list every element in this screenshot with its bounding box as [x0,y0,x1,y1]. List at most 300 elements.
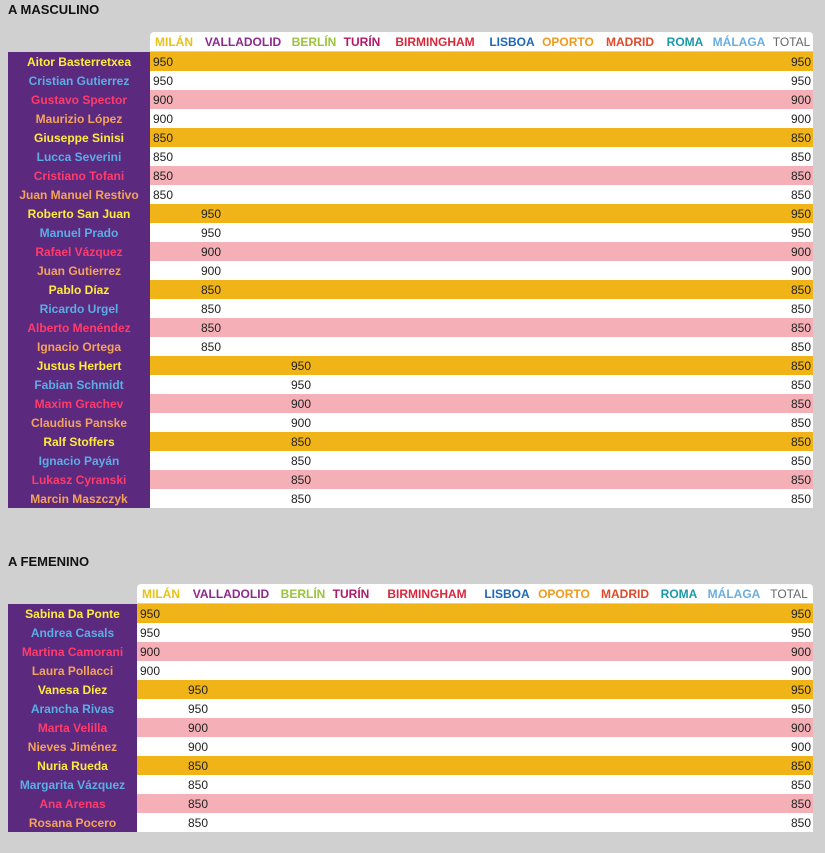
score-cell-milan [150,489,198,508]
table-row [8,261,813,280]
score-cell-oporto [538,299,598,318]
table-row [8,375,813,394]
score-cell-madrid [595,718,655,737]
score-cell-lisboa [481,737,533,756]
score-cell-roma [655,623,703,642]
column-header-birmingham: BIRMINGHAM [384,32,486,51]
score-cell-berlin [277,813,329,832]
score-cell-turin [340,299,384,318]
score-cell-birmingham [384,356,486,375]
total-cell: 850 [770,375,813,394]
score-cell-oporto [533,680,595,699]
score-cell-oporto [533,775,595,794]
column-header-valladolid: VALLADOLID [198,32,288,51]
score-cell-madrid [598,394,662,413]
score-cell-milan [150,223,198,242]
score-cell-madrid [598,223,662,242]
player-name: Lukasz Cyranski [8,470,150,489]
score-cell-oporto [533,718,595,737]
table-row [8,394,813,413]
score-cell-birmingham [384,299,486,318]
table-row [8,775,813,794]
score-cell-milan: 950 [137,604,185,623]
header-row [8,32,813,51]
column-header-lisboa: LISBOA [481,584,533,603]
score-cell-lisboa [486,109,538,128]
score-cell-berlin [288,147,340,166]
player-name: Sabina Da Ponte [8,604,137,623]
score-cell-roma [662,109,708,128]
player-name: Ignacio Ortega [8,337,150,356]
score-cell-berlin [277,718,329,737]
score-cell-turin [340,432,384,451]
score-cell-valladolid [185,642,277,661]
score-cell-berlin [277,737,329,756]
player-name: Martina Camorani [8,642,137,661]
total-cell: 950 [770,52,813,71]
score-cell-birmingham [384,432,486,451]
score-cell-berlin [288,299,340,318]
score-cell-berlin [288,261,340,280]
score-cell-turin [340,204,384,223]
score-cell-malaga [708,90,770,109]
total-cell: 850 [770,337,813,356]
score-cell-roma [662,52,708,71]
score-cell-birmingham [384,147,486,166]
table-row [8,718,813,737]
score-cell-roma [655,718,703,737]
score-cell-valladolid [198,185,288,204]
score-cell-madrid [598,185,662,204]
score-cell-malaga [703,794,765,813]
score-cell-roma [662,489,708,508]
score-cell-milan [150,280,198,299]
total-cell: 850 [770,489,813,508]
player-name: Nuria Rueda [8,756,137,775]
score-cell-lisboa [486,489,538,508]
score-cell-oporto [538,71,598,90]
score-cell-valladolid [198,356,288,375]
score-cell-roma [662,128,708,147]
score-cell-turin [340,242,384,261]
score-cell-malaga [708,147,770,166]
score-cell-valladolid: 850 [198,280,288,299]
score-cell-turin [340,337,384,356]
score-cell-roma [662,71,708,90]
score-cell-lisboa [486,413,538,432]
player-name: Rosana Pocero [8,813,137,832]
score-cell-roma [655,813,703,832]
score-cell-malaga [703,813,765,832]
player-name: Fabian Schmidt [8,375,150,394]
score-cell-lisboa [486,90,538,109]
total-cell: 900 [765,737,813,756]
player-name: Ana Arenas [8,794,137,813]
total-cell: 850 [770,318,813,337]
total-cell: 850 [770,299,813,318]
score-cell-roma [655,794,703,813]
total-cell: 850 [765,813,813,832]
score-cell-madrid [598,375,662,394]
score-cell-berlin: 900 [288,394,340,413]
score-cell-roma [655,699,703,718]
score-cell-birmingham [384,128,486,147]
score-cell-oporto [533,604,595,623]
score-cell-oporto [538,261,598,280]
score-cell-madrid [598,261,662,280]
total-cell: 850 [770,166,813,185]
score-cell-berlin [288,337,340,356]
score-cell-malaga [708,375,770,394]
score-cell-berlin [288,223,340,242]
table-row [8,356,813,375]
score-cell-oporto [538,432,598,451]
score-cell-roma [655,756,703,775]
player-name: Andrea Casals [8,623,137,642]
score-cell-birmingham [384,337,486,356]
column-header-milan: MILÁN [137,584,185,603]
score-cell-madrid [598,128,662,147]
score-cell-milan: 850 [150,185,198,204]
score-cell-madrid [598,52,662,71]
score-cell-roma [662,375,708,394]
score-cell-malaga [708,185,770,204]
score-cell-malaga [708,109,770,128]
score-cell-madrid [598,413,662,432]
score-cell-valladolid [198,147,288,166]
score-cell-birmingham [384,261,486,280]
score-cell-valladolid [198,489,288,508]
player-name: Juan Manuel Restivo [8,185,150,204]
player-name: Alberto Menéndez [8,318,150,337]
score-cell-oporto [538,204,598,223]
score-cell-madrid [598,489,662,508]
score-cell-valladolid [185,661,277,680]
total-cell: 850 [770,280,813,299]
table-row [8,642,813,661]
score-cell-birmingham [384,242,486,261]
score-cell-valladolid: 850 [185,794,277,813]
score-cell-milan [137,813,185,832]
score-cell-valladolid [198,451,288,470]
table-row [8,337,813,356]
score-cell-birmingham [384,90,486,109]
score-cell-milan [137,699,185,718]
score-cell-lisboa [481,680,533,699]
score-cell-malaga [708,242,770,261]
score-cell-lisboa [486,432,538,451]
score-cell-lisboa [486,470,538,489]
score-cell-valladolid: 950 [198,204,288,223]
score-cell-valladolid: 850 [185,756,277,775]
score-cell-birmingham [373,718,481,737]
score-cell-turin [340,71,384,90]
score-cell-berlin [288,128,340,147]
score-cell-lisboa [481,661,533,680]
header-row [8,584,813,603]
score-cell-oporto [538,280,598,299]
total-cell: 850 [770,470,813,489]
score-cell-oporto [538,489,598,508]
score-cell-lisboa [486,71,538,90]
score-cell-berlin [277,623,329,642]
score-cell-valladolid [198,470,288,489]
total-cell: 900 [765,718,813,737]
column-header-oporto: OPORTO [533,584,595,603]
total-cell: 900 [770,90,813,109]
score-cell-lisboa [481,794,533,813]
score-cell-milan: 900 [137,642,185,661]
score-cell-malaga [703,699,765,718]
score-cell-lisboa [486,204,538,223]
score-cell-malaga [708,413,770,432]
score-cell-roma [655,680,703,699]
score-cell-milan [137,794,185,813]
score-cell-oporto [538,394,598,413]
score-cell-berlin [277,642,329,661]
score-cell-lisboa [486,299,538,318]
score-cell-malaga [703,756,765,775]
score-cell-turin [329,756,373,775]
column-header-oporto: OPORTO [538,32,598,51]
score-cell-lisboa [481,699,533,718]
table-row [8,52,813,71]
table-row [8,318,813,337]
score-cell-turin [340,147,384,166]
score-cell-birmingham [373,661,481,680]
score-cell-valladolid [198,394,288,413]
column-header-milan: MILÁN [150,32,198,51]
score-cell-madrid [595,756,655,775]
score-cell-turin [340,128,384,147]
score-cell-oporto [538,52,598,71]
score-cell-berlin: 850 [288,489,340,508]
total-cell: 900 [770,242,813,261]
femenino-title: A FEMENINO [8,554,90,569]
table-row [8,756,813,775]
score-cell-birmingham [384,71,486,90]
score-cell-milan: 950 [150,71,198,90]
player-name: Cristian Gutierrez [8,71,150,90]
total-cell: 850 [770,128,813,147]
score-cell-lisboa [486,261,538,280]
column-header-birmingham: BIRMINGHAM [373,584,481,603]
score-cell-berlin [277,604,329,623]
score-cell-berlin [288,185,340,204]
score-cell-birmingham [384,470,486,489]
total-cell: 900 [770,261,813,280]
score-cell-roma [662,280,708,299]
table-row [8,489,813,508]
score-cell-roma [655,661,703,680]
score-cell-valladolid: 850 [185,813,277,832]
column-header-malaga: MÁLAGA [708,32,770,51]
score-cell-roma [662,185,708,204]
score-cell-lisboa [486,318,538,337]
score-cell-madrid [595,680,655,699]
score-cell-valladolid: 850 [198,318,288,337]
score-cell-valladolid [198,90,288,109]
score-cell-roma [662,147,708,166]
score-cell-madrid [598,451,662,470]
table-row [8,109,813,128]
score-cell-oporto [538,147,598,166]
score-cell-valladolid: 850 [198,337,288,356]
score-cell-valladolid: 950 [185,699,277,718]
score-cell-malaga [703,680,765,699]
score-cell-lisboa [481,756,533,775]
player-name: Justus Herbert [8,356,150,375]
score-cell-lisboa [481,604,533,623]
score-cell-malaga [708,166,770,185]
player-name: Ricardo Urgel [8,299,150,318]
score-cell-madrid [595,604,655,623]
score-cell-oporto [538,356,598,375]
score-cell-lisboa [486,394,538,413]
header-blank [8,32,150,51]
score-cell-madrid [598,356,662,375]
score-cell-malaga [708,489,770,508]
score-cell-milan: 850 [150,166,198,185]
table-row [8,470,813,489]
column-header-malaga: MÁLAGA [703,584,765,603]
score-cell-madrid [598,280,662,299]
score-cell-turin [340,451,384,470]
score-cell-malaga [708,204,770,223]
score-cell-turin [340,413,384,432]
total-cell: 850 [770,356,813,375]
score-cell-malaga [703,661,765,680]
score-cell-oporto [538,375,598,394]
total-cell: 850 [765,775,813,794]
score-cell-roma [655,775,703,794]
score-cell-turin [340,166,384,185]
score-cell-valladolid [198,432,288,451]
score-cell-madrid [598,432,662,451]
score-cell-lisboa [481,718,533,737]
score-cell-turin [340,90,384,109]
table-row [8,128,813,147]
score-cell-milan [150,394,198,413]
player-name: Ignacio Payán [8,451,150,470]
player-name: Manuel Prado [8,223,150,242]
score-cell-milan [137,737,185,756]
score-cell-turin [340,261,384,280]
table-row [8,223,813,242]
column-header-roma: ROMA [655,584,703,603]
table-row [8,242,813,261]
score-cell-malaga [708,337,770,356]
column-header-berlin: BERLÍN [277,584,329,603]
score-cell-valladolid: 900 [198,261,288,280]
total-cell: 850 [765,794,813,813]
score-cell-berlin: 950 [288,375,340,394]
column-header-madrid: MADRID [598,32,662,51]
score-cell-madrid [595,642,655,661]
player-name: Marta Velilla [8,718,137,737]
score-cell-turin [340,394,384,413]
total-cell: 950 [770,223,813,242]
score-cell-berlin [288,109,340,128]
score-cell-berlin [288,318,340,337]
femenino-ranking-table [8,584,813,832]
total-cell: 900 [765,642,813,661]
column-header-total: TOTAL [770,32,813,51]
column-header-roma: ROMA [662,32,708,51]
table-row [8,661,813,680]
player-name: Maxim Grachev [8,394,150,413]
table-row [8,71,813,90]
score-cell-birmingham [373,737,481,756]
player-name: Juan Gutierrez [8,261,150,280]
table-row [8,185,813,204]
score-cell-milan [150,242,198,261]
score-cell-birmingham [373,813,481,832]
score-cell-lisboa [486,451,538,470]
score-cell-madrid [595,737,655,756]
score-cell-berlin [288,52,340,71]
score-cell-milan: 950 [137,623,185,642]
score-cell-malaga [708,451,770,470]
score-cell-madrid [598,147,662,166]
score-cell-birmingham [384,318,486,337]
score-cell-milan [150,413,198,432]
score-cell-madrid [598,242,662,261]
score-cell-valladolid [198,413,288,432]
score-cell-oporto [533,661,595,680]
score-cell-malaga [703,604,765,623]
score-cell-milan [150,318,198,337]
score-cell-malaga [708,356,770,375]
score-cell-roma [655,604,703,623]
score-cell-madrid [598,204,662,223]
total-cell: 850 [770,432,813,451]
score-cell-birmingham [384,280,486,299]
masculino-title: A MASCULINO [8,2,100,17]
score-cell-lisboa [486,337,538,356]
score-cell-roma [662,223,708,242]
total-cell: 900 [770,109,813,128]
score-cell-malaga [703,718,765,737]
table-row [8,299,813,318]
score-cell-oporto [538,90,598,109]
score-cell-turin [340,470,384,489]
player-name: Marcin Maszczyk [8,489,150,508]
score-cell-birmingham [384,451,486,470]
score-cell-berlin: 850 [288,451,340,470]
score-cell-madrid [598,109,662,128]
score-cell-turin [340,489,384,508]
score-cell-birmingham [373,604,481,623]
score-cell-milan [150,470,198,489]
score-cell-oporto [538,451,598,470]
score-cell-turin [340,375,384,394]
score-cell-roma [662,261,708,280]
total-cell: 950 [770,204,813,223]
score-cell-turin [329,794,373,813]
table-row [8,280,813,299]
score-cell-turin [329,737,373,756]
score-cell-valladolid [185,623,277,642]
score-cell-oporto [538,128,598,147]
score-cell-malaga [703,737,765,756]
score-cell-turin [340,109,384,128]
score-cell-roma [662,204,708,223]
score-cell-oporto [533,794,595,813]
score-cell-madrid [595,661,655,680]
score-cell-oporto [538,109,598,128]
score-cell-roma [662,242,708,261]
